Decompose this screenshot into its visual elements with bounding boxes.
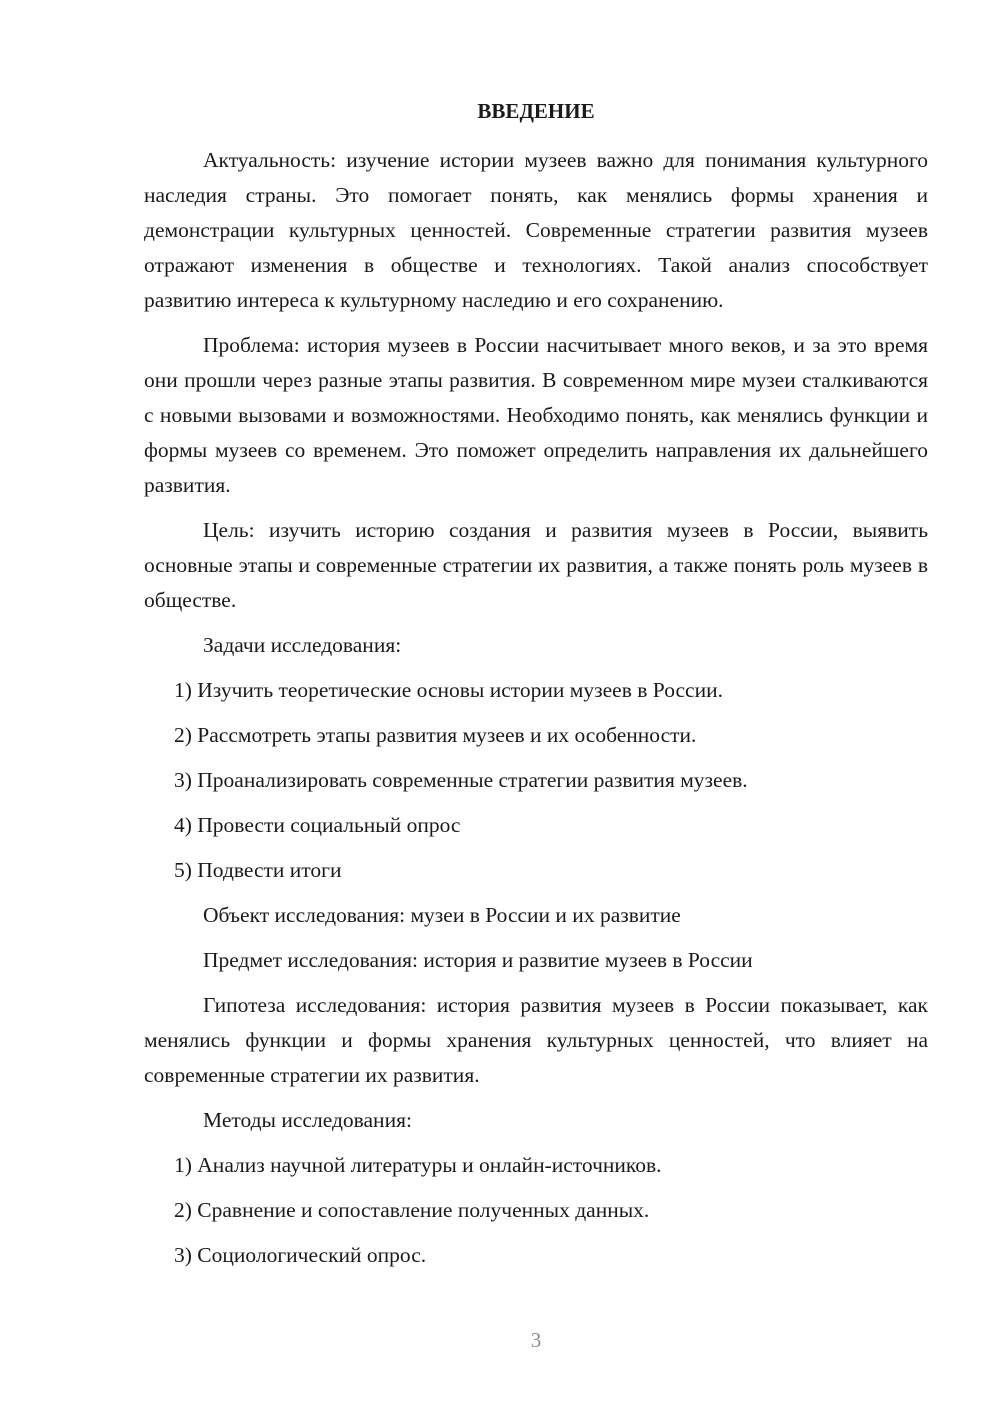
task-item: 1) Изучить теоретические основы истории музеев в России. (174, 678, 723, 702)
problem-paragraph: Проблема: история музеев в России насчитывает много веков, и за это время они прошли через разные этапы развития. В современном мире музеи сталкиваются с новыми вызовами и возможностями. Необходимо понять, как менялись функции и формы музеев со временем. Это поможет определить направления их дальнейшего развития. (144, 333, 928, 497)
task-item: 3) Проанализировать современные стратегии развития музеев. (174, 768, 748, 792)
method-item: 2) Сравнение и сопоставление полученных данных. (174, 1198, 650, 1222)
method-item: 3) Социологический опрос. (174, 1243, 427, 1267)
method-item: 1) Анализ научной литературы и онлайн-источников. (174, 1153, 662, 1177)
hypothesis-paragraph: Гипотеза исследования: история развития музеев в России показывает, как менялись функции и формы хранения культурных ценностей, что влияет на современные стратегии их развития. (144, 993, 928, 1087)
task-item: 4) Провести социальный опрос (174, 813, 461, 837)
goal-paragraph: Цель: изучить историю создания и развития музеев в России, выявить основные этапы и современные стратегии их развития, а также понять роль музеев в обществе. (144, 518, 928, 612)
relevance-paragraph: Актуальность: изучение истории музеев важно для понимания культурного наследия страны. Это помогает понять, как менялись формы хранения и демонстрации культурных ценностей. Современные стратегии развития музеев отражают изменения в обществе и технологиях. Такой анализ способствует развитию интереса к культурному наследию и его сохранению. (144, 148, 928, 312)
task-item: 5) Подвести итоги (174, 858, 342, 882)
subject-line: Предмет исследования: история и развитие музеев в России (203, 948, 753, 972)
task-item: 2) Рассмотреть этапы развития музеев и их особенности. (174, 723, 697, 747)
document-page (144, 0, 928, 1414)
methods-heading: Методы исследования: (203, 1108, 412, 1132)
page-number: 3 (530, 1328, 542, 1352)
tasks-heading: Задачи исследования: (203, 633, 402, 657)
document-body (144, 143, 928, 1273)
object-line: Объект исследования: музеи в России и их развитие (203, 903, 681, 927)
page-title: ВВЕДЕНИЕ (477, 99, 595, 123)
